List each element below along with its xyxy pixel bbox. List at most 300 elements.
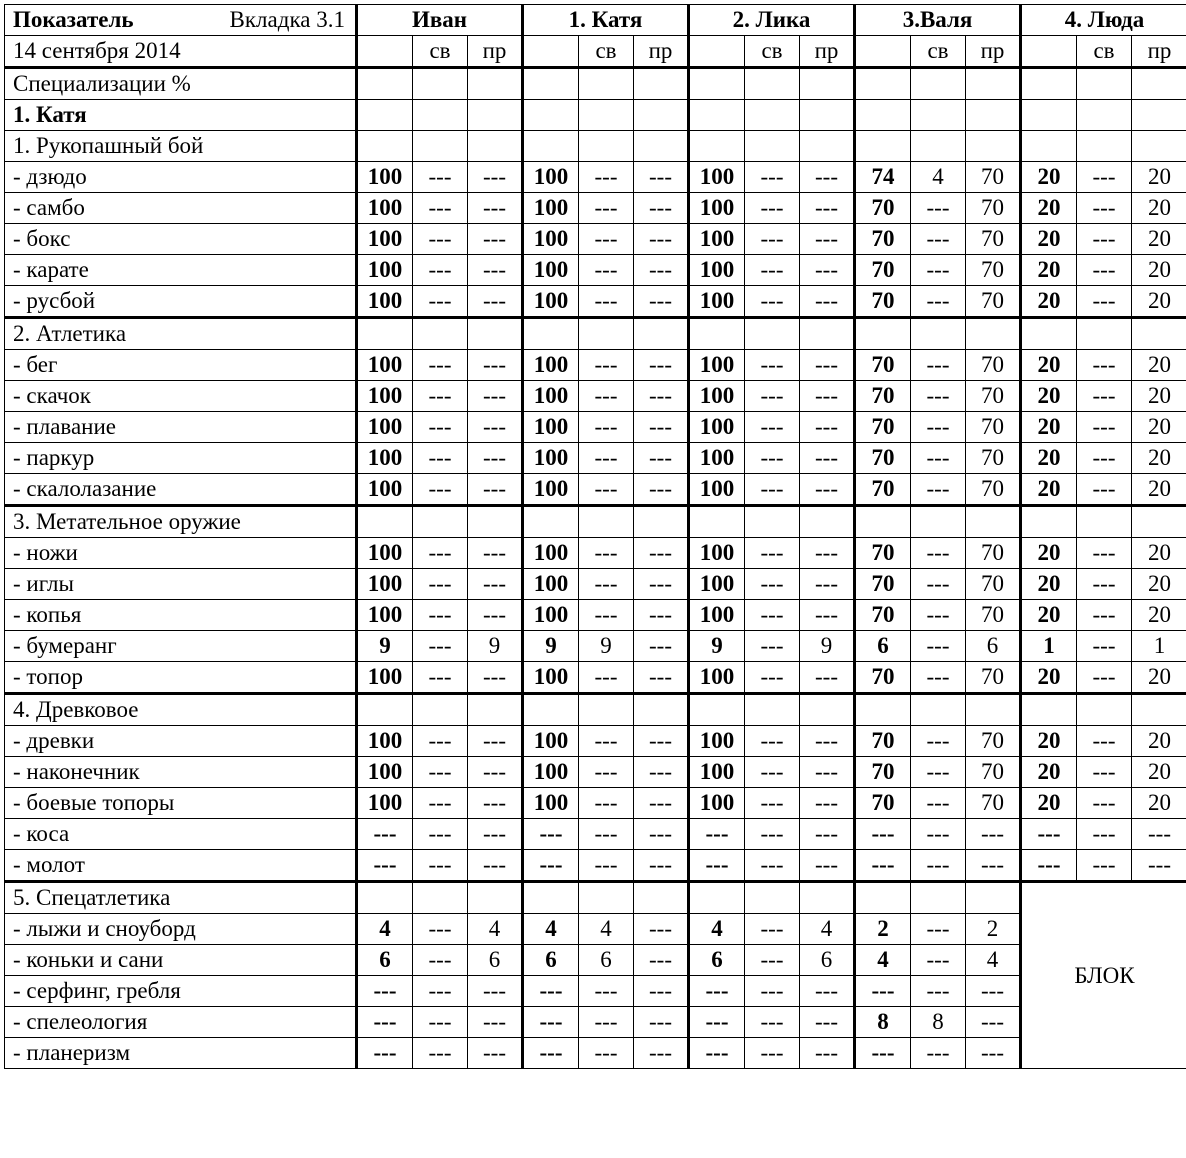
value-cell: --- <box>1077 600 1132 631</box>
value-cell <box>689 318 745 350</box>
value-cell: --- <box>413 224 468 255</box>
value-cell: --- <box>634 224 689 255</box>
value-cell: --- <box>468 255 523 286</box>
value-cell: 100 <box>357 286 413 318</box>
value-cell: 70 <box>966 726 1021 757</box>
value-cell: --- <box>413 819 468 850</box>
value-cell: 70 <box>855 381 911 412</box>
table-row <box>5 1007 1186 1038</box>
value-cell: --- <box>745 850 800 882</box>
row-label: - спелеология <box>5 1007 357 1038</box>
value-cell: 100 <box>689 538 745 569</box>
value-cell <box>800 506 855 538</box>
row-label: - плавание <box>5 412 357 443</box>
value-cell <box>357 882 413 914</box>
row-label: 2. Атлетика <box>5 318 357 350</box>
value-cell: --- <box>1077 726 1132 757</box>
value-cell: 70 <box>966 350 1021 381</box>
value-cell: 100 <box>523 474 579 506</box>
value-cell: --- <box>800 412 855 443</box>
table-row <box>5 506 1186 538</box>
value-cell <box>357 68 413 100</box>
value-cell: --- <box>634 662 689 694</box>
value-cell: 6 <box>357 945 413 976</box>
value-cell: --- <box>966 1038 1021 1069</box>
value-cell: --- <box>800 757 855 788</box>
value-cell: --- <box>579 662 634 694</box>
value-cell: 70 <box>966 443 1021 474</box>
value-cell: 20 <box>1132 474 1186 506</box>
value-cell: --- <box>413 1038 468 1069</box>
value-cell: 100 <box>523 412 579 443</box>
value-cell: --- <box>413 1007 468 1038</box>
value-cell: 70 <box>966 538 1021 569</box>
value-cell <box>855 131 911 162</box>
subheader-blank <box>357 36 413 68</box>
value-cell: --- <box>634 381 689 412</box>
value-cell: --- <box>634 193 689 224</box>
table-row <box>5 819 1186 850</box>
value-cell: --- <box>579 976 634 1007</box>
value-cell <box>523 318 579 350</box>
value-cell <box>413 318 468 350</box>
value-cell: --- <box>413 600 468 631</box>
value-cell: 20 <box>1132 224 1186 255</box>
value-cell: --- <box>634 788 689 819</box>
value-cell <box>855 506 911 538</box>
value-cell: 20 <box>1132 538 1186 569</box>
value-cell: 8 <box>855 1007 911 1038</box>
value-cell: 6 <box>689 945 745 976</box>
value-cell: --- <box>468 224 523 255</box>
value-cell: 100 <box>357 726 413 757</box>
value-cell <box>800 68 855 100</box>
value-cell <box>911 68 966 100</box>
value-cell: --- <box>911 757 966 788</box>
value-cell: 70 <box>855 569 911 600</box>
value-cell: --- <box>1077 193 1132 224</box>
value-cell: 70 <box>966 162 1021 193</box>
value-cell <box>689 694 745 726</box>
value-cell: --- <box>634 350 689 381</box>
value-cell: --- <box>413 726 468 757</box>
value-cell: 100 <box>357 162 413 193</box>
value-cell <box>413 694 468 726</box>
value-cell: --- <box>413 412 468 443</box>
value-cell: --- <box>1077 286 1132 318</box>
value-cell <box>689 882 745 914</box>
value-cell <box>634 100 689 131</box>
value-cell: 100 <box>689 412 745 443</box>
value-cell <box>1077 694 1132 726</box>
row-label: - паркур <box>5 443 357 474</box>
value-cell: --- <box>413 255 468 286</box>
header-row-1 <box>5 5 1186 36</box>
value-cell <box>579 506 634 538</box>
value-cell: --- <box>745 538 800 569</box>
value-cell: 20 <box>1021 162 1077 193</box>
value-cell <box>1132 100 1186 131</box>
row-label: 4. Древковое <box>5 694 357 726</box>
table-row <box>5 162 1186 193</box>
value-cell <box>413 506 468 538</box>
value-cell <box>1077 131 1132 162</box>
value-cell: --- <box>800 726 855 757</box>
subheader-pr: пр <box>800 36 855 68</box>
value-cell <box>357 694 413 726</box>
value-cell: 20 <box>1132 569 1186 600</box>
header-date: 14 сентября 2014 <box>5 36 357 68</box>
table-row <box>5 443 1186 474</box>
value-cell: 20 <box>1132 443 1186 474</box>
value-cell: --- <box>357 850 413 882</box>
value-cell: 20 <box>1132 412 1186 443</box>
value-cell: --- <box>689 1007 745 1038</box>
subheader-sv: св <box>579 36 634 68</box>
value-cell <box>468 694 523 726</box>
value-cell: --- <box>579 600 634 631</box>
value-cell: --- <box>911 474 966 506</box>
table-row <box>5 976 1186 1007</box>
value-cell: --- <box>579 193 634 224</box>
value-cell: 70 <box>855 474 911 506</box>
value-cell <box>468 131 523 162</box>
table-row <box>5 914 1186 945</box>
value-cell: --- <box>357 819 413 850</box>
value-cell: 20 <box>1021 412 1077 443</box>
header-title-cell <box>5 5 357 36</box>
subheader-sv: св <box>911 36 966 68</box>
value-cell: --- <box>800 193 855 224</box>
value-cell: --- <box>745 412 800 443</box>
value-cell: --- <box>468 819 523 850</box>
table-row <box>5 882 1186 914</box>
value-cell: 100 <box>523 224 579 255</box>
value-cell <box>745 131 800 162</box>
value-cell <box>966 694 1021 726</box>
value-cell <box>413 131 468 162</box>
value-cell: --- <box>413 757 468 788</box>
value-cell: 100 <box>689 726 745 757</box>
value-cell: --- <box>800 850 855 882</box>
table-row <box>5 224 1186 255</box>
value-cell: --- <box>468 193 523 224</box>
value-cell: 4 <box>357 914 413 945</box>
value-cell: --- <box>1077 350 1132 381</box>
value-cell: --- <box>579 474 634 506</box>
value-cell: --- <box>634 569 689 600</box>
value-cell <box>745 694 800 726</box>
value-cell: 100 <box>523 286 579 318</box>
value-cell <box>1132 68 1186 100</box>
row-label: - серфинг, гребля <box>5 976 357 1007</box>
value-cell <box>800 318 855 350</box>
table-row <box>5 662 1186 694</box>
value-cell: 70 <box>855 443 911 474</box>
value-cell <box>468 506 523 538</box>
value-cell: 100 <box>523 193 579 224</box>
specializations-table <box>4 4 1186 1069</box>
value-cell: --- <box>1021 819 1077 850</box>
table-row <box>5 381 1186 412</box>
row-label: - самбо <box>5 193 357 224</box>
value-cell <box>523 68 579 100</box>
value-cell: --- <box>1077 850 1132 882</box>
subheader-blank <box>1021 36 1077 68</box>
value-cell: --- <box>800 1007 855 1038</box>
value-cell: --- <box>468 600 523 631</box>
value-cell <box>1021 131 1077 162</box>
value-cell: --- <box>579 286 634 318</box>
value-cell <box>357 318 413 350</box>
row-label: - копья <box>5 600 357 631</box>
row-label: - лыжи и сноуборд <box>5 914 357 945</box>
value-cell: --- <box>468 569 523 600</box>
value-cell: --- <box>745 914 800 945</box>
value-cell: --- <box>745 224 800 255</box>
value-cell: --- <box>1132 850 1186 882</box>
value-cell: --- <box>468 850 523 882</box>
value-cell: --- <box>634 726 689 757</box>
value-cell: 74 <box>855 162 911 193</box>
value-cell: --- <box>468 443 523 474</box>
value-cell: --- <box>1077 443 1132 474</box>
value-cell: 100 <box>357 788 413 819</box>
row-label: Специализации % <box>5 68 357 100</box>
table-row <box>5 726 1186 757</box>
value-cell: --- <box>855 819 911 850</box>
value-cell: --- <box>1077 474 1132 506</box>
value-cell: --- <box>745 1007 800 1038</box>
value-cell <box>468 882 523 914</box>
value-cell: --- <box>911 1038 966 1069</box>
value-cell: --- <box>634 600 689 631</box>
value-cell: 70 <box>855 600 911 631</box>
value-cell <box>966 506 1021 538</box>
value-cell <box>523 100 579 131</box>
value-cell: --- <box>745 726 800 757</box>
value-cell: 100 <box>689 350 745 381</box>
value-cell <box>966 100 1021 131</box>
table-row <box>5 1038 1186 1069</box>
value-cell: --- <box>911 569 966 600</box>
value-cell <box>745 318 800 350</box>
value-cell: 70 <box>966 286 1021 318</box>
value-cell: 70 <box>966 193 1021 224</box>
table-row <box>5 850 1186 882</box>
subheader-pr: пр <box>966 36 1021 68</box>
value-cell: --- <box>745 631 800 662</box>
value-cell: 20 <box>1132 255 1186 286</box>
value-cell: 100 <box>689 662 745 694</box>
value-cell: 70 <box>966 757 1021 788</box>
value-cell: 20 <box>1021 757 1077 788</box>
value-cell: --- <box>634 850 689 882</box>
value-cell: --- <box>413 350 468 381</box>
table-row <box>5 600 1186 631</box>
value-cell: --- <box>745 193 800 224</box>
value-cell: --- <box>911 662 966 694</box>
value-cell: --- <box>800 255 855 286</box>
value-cell <box>855 694 911 726</box>
value-cell: --- <box>523 976 579 1007</box>
value-cell: --- <box>966 850 1021 882</box>
value-cell: --- <box>468 350 523 381</box>
value-cell <box>689 506 745 538</box>
value-cell: --- <box>911 381 966 412</box>
value-cell: --- <box>745 1038 800 1069</box>
value-cell: --- <box>579 381 634 412</box>
value-cell <box>634 318 689 350</box>
table-row <box>5 193 1186 224</box>
value-cell: --- <box>1077 538 1132 569</box>
value-cell: 100 <box>357 350 413 381</box>
value-cell: --- <box>413 162 468 193</box>
row-label: - скачок <box>5 381 357 412</box>
row-label: - скалолазание <box>5 474 357 506</box>
value-cell: --- <box>1077 819 1132 850</box>
value-cell: --- <box>855 976 911 1007</box>
value-cell: --- <box>634 474 689 506</box>
value-cell: --- <box>468 381 523 412</box>
value-cell: --- <box>800 224 855 255</box>
value-cell: --- <box>911 945 966 976</box>
value-cell: 6 <box>855 631 911 662</box>
value-cell: --- <box>745 757 800 788</box>
row-label: - бег <box>5 350 357 381</box>
value-cell: 100 <box>689 788 745 819</box>
value-cell: 100 <box>689 162 745 193</box>
value-cell: 20 <box>1132 600 1186 631</box>
value-cell <box>634 131 689 162</box>
value-cell <box>1077 506 1132 538</box>
value-cell: 100 <box>357 412 413 443</box>
value-cell <box>855 100 911 131</box>
subheader-blank <box>689 36 745 68</box>
value-cell: 20 <box>1021 600 1077 631</box>
row-label: - бумеранг <box>5 631 357 662</box>
value-cell <box>523 694 579 726</box>
value-cell <box>966 131 1021 162</box>
value-cell: --- <box>911 726 966 757</box>
subheader-sv: св <box>413 36 468 68</box>
value-cell: 20 <box>1132 350 1186 381</box>
value-cell <box>745 100 800 131</box>
value-cell <box>523 506 579 538</box>
value-cell: 20 <box>1021 443 1077 474</box>
value-cell: 70 <box>966 412 1021 443</box>
value-cell: 70 <box>855 286 911 318</box>
value-cell <box>800 882 855 914</box>
value-cell: --- <box>911 538 966 569</box>
value-cell: --- <box>800 381 855 412</box>
value-cell <box>966 318 1021 350</box>
value-cell: --- <box>468 162 523 193</box>
value-cell: --- <box>911 286 966 318</box>
value-cell: 8 <box>911 1007 966 1038</box>
value-cell: 4 <box>966 945 1021 976</box>
value-cell: 20 <box>1132 662 1186 694</box>
value-cell: 100 <box>689 443 745 474</box>
table-row <box>5 255 1186 286</box>
value-cell: 20 <box>1132 193 1186 224</box>
value-cell: --- <box>413 914 468 945</box>
value-cell: 4 <box>689 914 745 945</box>
block-cell: БЛОК <box>1021 882 1186 1069</box>
value-cell <box>745 882 800 914</box>
value-cell: --- <box>800 350 855 381</box>
value-cell: 70 <box>966 224 1021 255</box>
value-cell: --- <box>800 1038 855 1069</box>
value-cell: --- <box>800 286 855 318</box>
value-cell <box>1021 68 1077 100</box>
value-cell: --- <box>745 443 800 474</box>
value-cell: --- <box>579 224 634 255</box>
value-cell: --- <box>911 850 966 882</box>
value-cell: 100 <box>523 757 579 788</box>
value-cell <box>1021 694 1077 726</box>
value-cell: --- <box>1077 255 1132 286</box>
value-cell: --- <box>579 757 634 788</box>
value-cell <box>745 506 800 538</box>
value-cell <box>1021 100 1077 131</box>
value-cell: --- <box>413 569 468 600</box>
value-cell: 9 <box>357 631 413 662</box>
value-cell: --- <box>745 662 800 694</box>
value-cell: --- <box>911 350 966 381</box>
value-cell: --- <box>413 193 468 224</box>
value-cell: 70 <box>855 193 911 224</box>
value-cell: --- <box>911 224 966 255</box>
value-cell: --- <box>523 1038 579 1069</box>
value-cell: --- <box>413 443 468 474</box>
value-cell: --- <box>634 1038 689 1069</box>
table-row <box>5 350 1186 381</box>
value-cell: 100 <box>689 224 745 255</box>
value-cell: --- <box>911 255 966 286</box>
value-cell <box>689 131 745 162</box>
value-cell: --- <box>579 1007 634 1038</box>
value-cell: --- <box>800 600 855 631</box>
value-cell: --- <box>579 350 634 381</box>
value-cell: --- <box>745 600 800 631</box>
row-label: 1. Рукопашный бой <box>5 131 357 162</box>
value-cell: --- <box>1021 850 1077 882</box>
value-cell: 6 <box>468 945 523 976</box>
table-row <box>5 318 1186 350</box>
value-cell: --- <box>800 162 855 193</box>
value-cell <box>1077 100 1132 131</box>
row-label: 5. Спецатлетика <box>5 882 357 914</box>
value-cell: --- <box>966 819 1021 850</box>
value-cell: --- <box>413 976 468 1007</box>
value-cell: --- <box>911 631 966 662</box>
value-cell: 100 <box>357 538 413 569</box>
value-cell <box>800 131 855 162</box>
value-cell: --- <box>468 538 523 569</box>
value-cell: --- <box>911 412 966 443</box>
value-cell <box>357 131 413 162</box>
table-row <box>5 757 1186 788</box>
table-row <box>5 694 1186 726</box>
value-cell: --- <box>413 381 468 412</box>
value-cell: 70 <box>855 662 911 694</box>
value-cell: 20 <box>1021 569 1077 600</box>
value-cell: 20 <box>1021 788 1077 819</box>
value-cell: 20 <box>1021 255 1077 286</box>
value-cell <box>634 68 689 100</box>
value-cell <box>911 131 966 162</box>
